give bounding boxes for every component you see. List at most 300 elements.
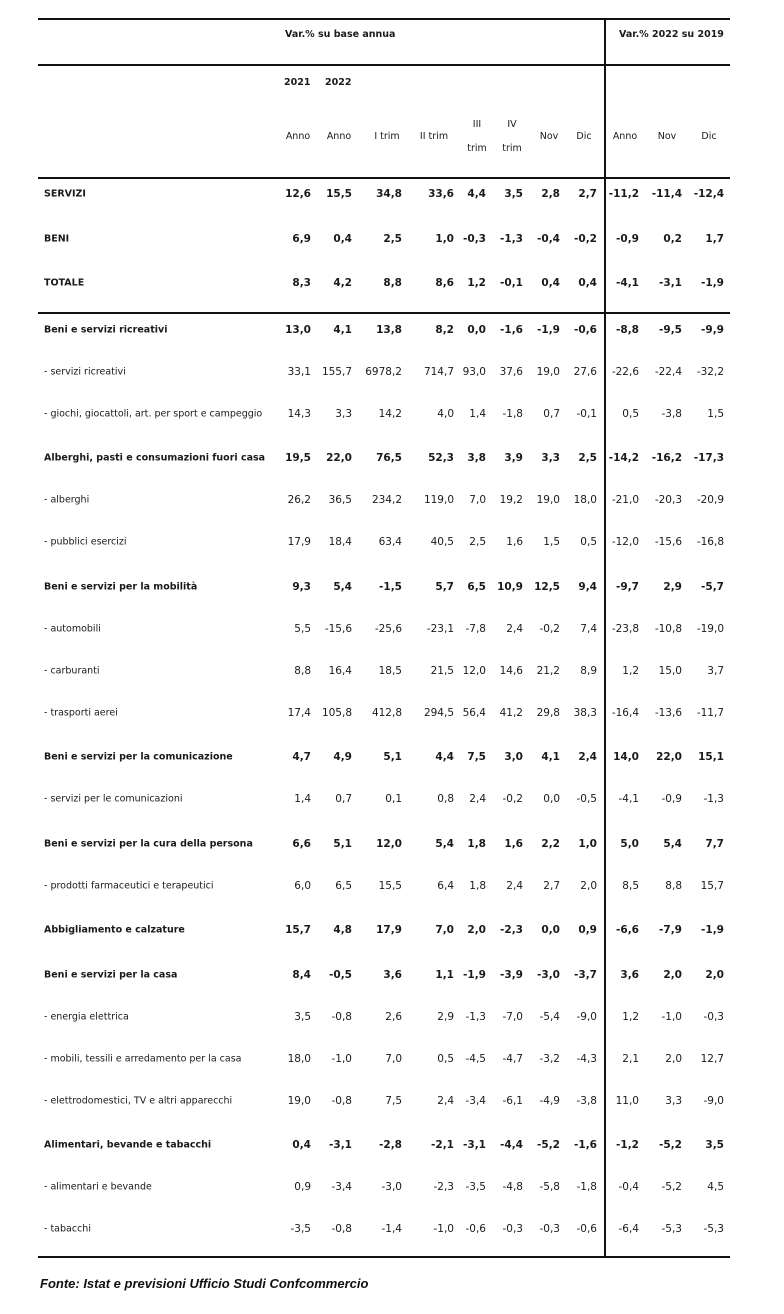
table-cell: 2,7 [543, 880, 560, 892]
table-cell: 0,5 [580, 536, 597, 548]
table-cell: -9,0 [703, 1095, 724, 1107]
table-cell: 0,5 [622, 408, 639, 420]
table-cell: 2,9 [663, 581, 682, 593]
table-cell: 2,8 [541, 188, 560, 200]
table-cell: 33,6 [428, 188, 454, 200]
table-cell: 4,1 [541, 751, 560, 763]
table-cell: 1,4 [469, 408, 486, 420]
table-cell: -2,3 [433, 1181, 454, 1193]
table-cell: 18,0 [287, 1053, 311, 1065]
table-cell: 21,5 [430, 665, 454, 677]
table-cell: 14,6 [499, 665, 523, 677]
table-cell: -22,6 [611, 366, 639, 378]
table-cell: 1,2 [622, 665, 639, 677]
table-cell: -2,1 [431, 1139, 454, 1151]
table-cell: 8,8 [294, 665, 311, 677]
table-cell: 8,3 [292, 277, 311, 289]
summary-rule [38, 312, 730, 314]
table-cell: 7,5 [467, 751, 486, 763]
table-cell: 10,9 [497, 581, 523, 593]
table-cell: -10,8 [654, 623, 682, 635]
table-cell: 15,5 [326, 188, 352, 200]
table-cell: 7,0 [385, 1053, 402, 1065]
table-cell: 1,0 [435, 233, 454, 245]
table-cell: 1,0 [578, 838, 597, 850]
table-cell: 8,8 [383, 277, 402, 289]
table-cell: 1,7 [705, 233, 724, 245]
table-cell: 8,9 [580, 665, 597, 677]
column-header: IV [507, 119, 517, 130]
table-cell: 3,5 [504, 188, 523, 200]
row-label: BENI [44, 233, 70, 245]
table-cell: 0,4 [333, 233, 352, 245]
table-cell: -12,4 [693, 188, 724, 200]
table-cell: 36,5 [328, 494, 352, 506]
table-cell: 3,8 [467, 452, 486, 464]
row-label: Beni e servizi per la cura della persona [44, 838, 253, 850]
table-cell: 5,0 [620, 838, 639, 850]
table-cell: 2,7 [578, 188, 597, 200]
table-cell: 41,2 [499, 707, 523, 719]
group-header-annual: Var.% su base annua [285, 29, 396, 40]
table-cell: 16,4 [328, 665, 352, 677]
table-cell: -16,2 [651, 452, 682, 464]
table-cell: -7,9 [659, 924, 682, 936]
table-cell: 714,7 [423, 366, 454, 378]
table-cell: 3,5 [294, 1011, 311, 1023]
table-cell: 15,1 [698, 751, 724, 763]
table-cell: 119,0 [423, 494, 454, 506]
table-cell: -3,1 [329, 1139, 352, 1151]
table-cell: 3,0 [504, 751, 523, 763]
row-label: - servizi ricreativi [44, 366, 126, 378]
table-cell: 19,0 [536, 494, 560, 506]
table-cell: 1,6 [504, 838, 523, 850]
table-cell: -3,0 [537, 969, 560, 981]
table-cell: 1,2 [467, 277, 486, 289]
row-label: - pubblici esercizi [44, 536, 127, 548]
table-cell: 12,6 [285, 188, 311, 200]
table-cell: 2,4 [506, 880, 523, 892]
table-cell: -3,1 [659, 277, 682, 289]
row-label: - energia elettrica [44, 1011, 129, 1023]
table-cell: -0,8 [331, 1095, 352, 1107]
table-cell: 2,0 [663, 969, 682, 981]
row-label: - elettrodomestici, TV e altri apparecchi [44, 1095, 233, 1107]
row-label: Beni e servizi per la comunicazione [44, 751, 233, 763]
table-cell: 5,4 [333, 581, 352, 593]
row-label: Beni e servizi per la casa [44, 969, 178, 981]
table-cell: -32,2 [696, 366, 724, 378]
table-cell: 7,4 [580, 623, 597, 635]
column-header: Dic [576, 131, 592, 142]
table-cell: 0,4 [292, 1139, 311, 1151]
row-label: - automobili [44, 623, 101, 635]
table-cell: 2,9 [437, 1011, 454, 1023]
table-cell: 6,6 [292, 838, 311, 850]
consumption-table [38, 0, 730, 1260]
table-cell: 34,8 [376, 188, 402, 200]
table-cell: -6,1 [502, 1095, 523, 1107]
table-cell: 0,9 [578, 924, 597, 936]
table-cell: -0,1 [576, 408, 597, 420]
table-cell: -5,2 [659, 1139, 682, 1151]
table-cell: 3,6 [620, 969, 639, 981]
table-cell: 0,9 [294, 1181, 311, 1193]
table-cell: -5,8 [539, 1181, 560, 1193]
table-cell: -1,9 [463, 969, 486, 981]
group-header-vs-2019: Var.% 2022 su 2019 [619, 29, 724, 40]
table-cell: 93,0 [462, 366, 486, 378]
table-cell: 7,5 [385, 1095, 402, 1107]
table-cell: 155,7 [321, 366, 352, 378]
top-rule [38, 18, 730, 20]
row-label: - tabacchi [44, 1223, 91, 1235]
table-cell: -1,0 [433, 1223, 454, 1235]
table-cell: -3,4 [465, 1095, 486, 1107]
table-cell: -6,6 [616, 924, 639, 936]
column-header: III [472, 119, 482, 130]
table-cell: 12,7 [700, 1053, 724, 1065]
table-cell: 7,0 [469, 494, 486, 506]
table-cell: -5,2 [537, 1139, 560, 1151]
table-cell: -4,8 [502, 1181, 523, 1193]
table-cell: -0,3 [502, 1223, 523, 1235]
table-cell: -0,3 [463, 233, 486, 245]
row-label: Alberghi, pasti e consumazioni fuori casa [44, 452, 266, 464]
table-cell: -9,7 [616, 581, 639, 593]
table-cell: -25,6 [374, 623, 402, 635]
row-label: - trasporti aerei [44, 707, 118, 719]
table-cell: -4,7 [502, 1053, 523, 1065]
table-cell: -0,4 [537, 233, 560, 245]
table-cell: 294,5 [423, 707, 454, 719]
table-cell: -0,5 [329, 969, 352, 981]
table-cell: -9,9 [701, 324, 724, 336]
table-cell: -0,9 [616, 233, 639, 245]
table-cell: 412,8 [371, 707, 402, 719]
row-label: - servizi per le comunicazioni [44, 793, 183, 805]
table-cell: 3,7 [707, 665, 724, 677]
table-cell: 18,5 [378, 665, 402, 677]
row-label: Beni e servizi ricreativi [44, 324, 168, 336]
row-label: - carburanti [44, 665, 100, 677]
table-cell: 12,0 [462, 665, 486, 677]
table-cell: -1,3 [500, 233, 523, 245]
table-cell: 2,6 [385, 1011, 402, 1023]
table-cell: 11,0 [615, 1095, 639, 1107]
table-cell: 0,4 [541, 277, 560, 289]
table-cell: -5,2 [661, 1181, 682, 1193]
table-cell: 0,0 [467, 324, 486, 336]
table-cell: 3,3 [665, 1095, 682, 1107]
table-cell: 2,5 [383, 233, 402, 245]
table-cell: -0,6 [465, 1223, 486, 1235]
table-cell: 7,7 [705, 838, 724, 850]
table-cell: 2,4 [506, 623, 523, 635]
table-cell: -4,4 [500, 1139, 523, 1151]
table-cell: -6,4 [618, 1223, 639, 1235]
table-cell: 3,5 [705, 1139, 724, 1151]
table-cell: 14,3 [287, 408, 311, 420]
column-header-line2: trim [467, 143, 487, 154]
table-cell: 4,2 [333, 277, 352, 289]
table-cell: 26,2 [287, 494, 311, 506]
table-cell: 5,1 [333, 838, 352, 850]
table-cell: 37,6 [499, 366, 523, 378]
table-cell: 4,8 [333, 924, 352, 936]
table-cell: 3,3 [541, 452, 560, 464]
table-cell: 19,2 [499, 494, 523, 506]
table-cell: 0,8 [437, 793, 454, 805]
table-cell: -0,5 [576, 793, 597, 805]
table-cell: 0,4 [578, 277, 597, 289]
column-header-line2: trim [502, 143, 522, 154]
row-label: SERVIZI [44, 188, 86, 200]
table-cell: -0,2 [574, 233, 597, 245]
table-cell: 2,4 [469, 793, 486, 805]
table-cell: 8,5 [622, 880, 639, 892]
column-header: Nov [539, 131, 559, 142]
table-cell: 15,5 [378, 880, 402, 892]
table-cell: 56,4 [462, 707, 486, 719]
table-cell: 2,5 [578, 452, 597, 464]
table-cell: -0,8 [331, 1011, 352, 1023]
table-cell: 13,0 [285, 324, 311, 336]
table-cell: -5,4 [539, 1011, 560, 1023]
header-rule [38, 64, 730, 66]
table-cell: 4,5 [707, 1181, 724, 1193]
table-cell: 6,4 [437, 880, 454, 892]
table-cell: -4,1 [618, 793, 639, 805]
table-cell: 1,8 [469, 880, 486, 892]
table-cell: 9,3 [292, 581, 311, 593]
table-cell: 0,7 [543, 408, 560, 420]
table-cell: 2,2 [541, 838, 560, 850]
year-2022-label: 2022 [325, 77, 352, 88]
row-label: Beni e servizi per la mobilità [44, 581, 198, 593]
table-cell: 38,3 [573, 707, 597, 719]
table-cell: 29,8 [536, 707, 560, 719]
column-group-divider [604, 18, 606, 1258]
table-cell: -1,3 [465, 1011, 486, 1023]
table-cell: -23,8 [611, 623, 639, 635]
table-cell: -1,9 [537, 324, 560, 336]
table-cell: 2,0 [467, 924, 486, 936]
table-cell: -2,3 [500, 924, 523, 936]
row-label: - alberghi [44, 494, 90, 506]
table-cell: -17,3 [693, 452, 724, 464]
table-cell: -15,6 [324, 623, 352, 635]
table-cell: -1,3 [703, 793, 724, 805]
table-cell: -4,1 [616, 277, 639, 289]
table-cell: 2,4 [437, 1095, 454, 1107]
table-cell: 2,0 [580, 880, 597, 892]
table-cell: 52,3 [428, 452, 454, 464]
table-cell: 8,6 [435, 277, 454, 289]
year-2021-label: 2021 [284, 77, 311, 88]
table-cell: -5,7 [701, 581, 724, 593]
table-cell: -4,5 [465, 1053, 486, 1065]
table-cell: -0,6 [576, 1223, 597, 1235]
table-cell: 4,4 [435, 751, 454, 763]
table-cell: 14,2 [378, 408, 402, 420]
table-cell: -3,0 [381, 1181, 402, 1193]
row-label: Alimentari, bevande e tabacchi [44, 1139, 212, 1151]
table-cell: -0,6 [574, 324, 597, 336]
table-cell: 2,0 [705, 969, 724, 981]
table-cell: -1,2 [616, 1139, 639, 1151]
column-header: Anno [285, 131, 311, 142]
table-cell: -21,0 [611, 494, 639, 506]
table-cell: 0,0 [543, 793, 560, 805]
table-cell: -3,8 [576, 1095, 597, 1107]
row-label: Abbigliamento e calzature [44, 924, 185, 936]
table-cell: 4,4 [467, 188, 486, 200]
table-cell: 5,7 [435, 581, 454, 593]
table-cell: 1,5 [707, 408, 724, 420]
header-bottom-rule [38, 177, 730, 179]
table-cell: -1,4 [381, 1223, 402, 1235]
table-cell: -1,6 [500, 324, 523, 336]
table-cell: 2,4 [578, 751, 597, 763]
table-cell: 8,2 [435, 324, 454, 336]
table-cell: 5,1 [383, 751, 402, 763]
table-cell: -0,9 [661, 793, 682, 805]
table-cell: 0,2 [663, 233, 682, 245]
table-cell: 63,4 [378, 536, 402, 548]
table-cell: -11,7 [696, 707, 724, 719]
table-cell: 2,1 [622, 1053, 639, 1065]
table-cell: -1,9 [701, 924, 724, 936]
table-cell: 17,4 [287, 707, 311, 719]
table-cell: 27,6 [573, 366, 597, 378]
table-cell: -11,4 [651, 188, 682, 200]
table-cell: 12,5 [534, 581, 560, 593]
table-cell: 33,1 [287, 366, 311, 378]
table-cell: -4,9 [539, 1095, 560, 1107]
column-header: II trim [419, 131, 449, 142]
table-cell: 234,2 [371, 494, 402, 506]
table-cell: 6,9 [292, 233, 311, 245]
table-cell: 9,4 [578, 581, 597, 593]
row-label: - prodotti farmaceutici e terapeutici [44, 880, 214, 892]
table-cell: 4,9 [333, 751, 352, 763]
table-cell: -1,8 [502, 408, 523, 420]
column-header: Anno [326, 131, 352, 142]
table-cell: 15,7 [700, 880, 724, 892]
table-cell: -1,0 [331, 1053, 352, 1065]
table-cell: 3,9 [504, 452, 523, 464]
table-cell: -2,8 [379, 1139, 402, 1151]
table-cell: 19,0 [536, 366, 560, 378]
table-cell: -16,4 [611, 707, 639, 719]
table-cell: -0,8 [331, 1223, 352, 1235]
table-cell: 21,2 [536, 665, 560, 677]
table-cell: -1,9 [701, 277, 724, 289]
table-cell: 0,7 [335, 793, 352, 805]
table-cell: -16,8 [696, 536, 724, 548]
table-cell: 18,4 [328, 536, 352, 548]
table-cell: -9,0 [576, 1011, 597, 1023]
table-cell: -0,3 [539, 1223, 560, 1235]
table-cell: 2,0 [665, 1053, 682, 1065]
table-cell: 4,1 [333, 324, 352, 336]
table-cell: 7,0 [435, 924, 454, 936]
table-cell: 6,5 [467, 581, 486, 593]
table-cell: 1,4 [294, 793, 311, 805]
table-cell: -8,8 [616, 324, 639, 336]
row-label: TOTALE [44, 277, 85, 289]
table-cell: -15,6 [654, 536, 682, 548]
table-cell: 6,5 [335, 880, 352, 892]
table-cell: -0,2 [539, 623, 560, 635]
table-cell: 5,5 [294, 623, 311, 635]
table-cell: 17,9 [376, 924, 402, 936]
table-cell: -0,1 [500, 277, 523, 289]
table-cell: 5,4 [663, 838, 682, 850]
table-cell: -7,8 [465, 623, 486, 635]
table-cell: 8,8 [665, 880, 682, 892]
table-cell: -11,2 [608, 188, 639, 200]
column-header: Dic [701, 131, 717, 142]
table-cell: 76,5 [376, 452, 402, 464]
table-cell: 1,1 [435, 969, 454, 981]
table-cell: 4,7 [292, 751, 311, 763]
column-header: I trim [374, 131, 400, 142]
table-cell: 105,8 [321, 707, 352, 719]
table-cell: -22,4 [654, 366, 682, 378]
table-cell: 1,6 [506, 536, 523, 548]
table-cell: -0,3 [703, 1011, 724, 1023]
table-cell: 19,5 [285, 452, 311, 464]
table-cell: -14,2 [608, 452, 639, 464]
table-cell: 40,5 [430, 536, 454, 548]
row-label: - mobili, tessili e arredamento per la casa [44, 1053, 242, 1065]
table-cell: -5,3 [703, 1223, 724, 1235]
bottom-rule [38, 1256, 730, 1258]
table-cell: -3,1 [463, 1139, 486, 1151]
table-cell: -7,0 [502, 1011, 523, 1023]
table-cell: -13,6 [654, 707, 682, 719]
table-cell: 5,4 [435, 838, 454, 850]
table-cell: 1,8 [467, 838, 486, 850]
table-cell: -3,5 [290, 1223, 311, 1235]
table-cell: 15,0 [658, 665, 682, 677]
table-cell: -19,0 [696, 623, 724, 635]
source-note: Fonte: Istat e previsioni Ufficio Studi Confcommercio [40, 1276, 369, 1291]
table-cell: -3,7 [574, 969, 597, 981]
column-header: Anno [612, 131, 638, 142]
table-cell: 0,5 [437, 1053, 454, 1065]
table-cell: -3,4 [331, 1181, 352, 1193]
table-cell: -0,2 [502, 793, 523, 805]
table-cell: 8,4 [292, 969, 311, 981]
table-cell: -1,8 [576, 1181, 597, 1193]
table-cell: -20,3 [654, 494, 682, 506]
column-header: Nov [657, 131, 677, 142]
table-cell: -3,2 [539, 1053, 560, 1065]
table-cell: -3,8 [661, 408, 682, 420]
table-cell: -4,3 [576, 1053, 597, 1065]
table-cell: -1,6 [574, 1139, 597, 1151]
table-cell: 3,6 [383, 969, 402, 981]
table-cell: 6,0 [294, 880, 311, 892]
table-cell: 17,9 [287, 536, 311, 548]
table-cell: -12,0 [611, 536, 639, 548]
table-cell: 4,0 [437, 408, 454, 420]
table-cell: 13,8 [376, 324, 402, 336]
